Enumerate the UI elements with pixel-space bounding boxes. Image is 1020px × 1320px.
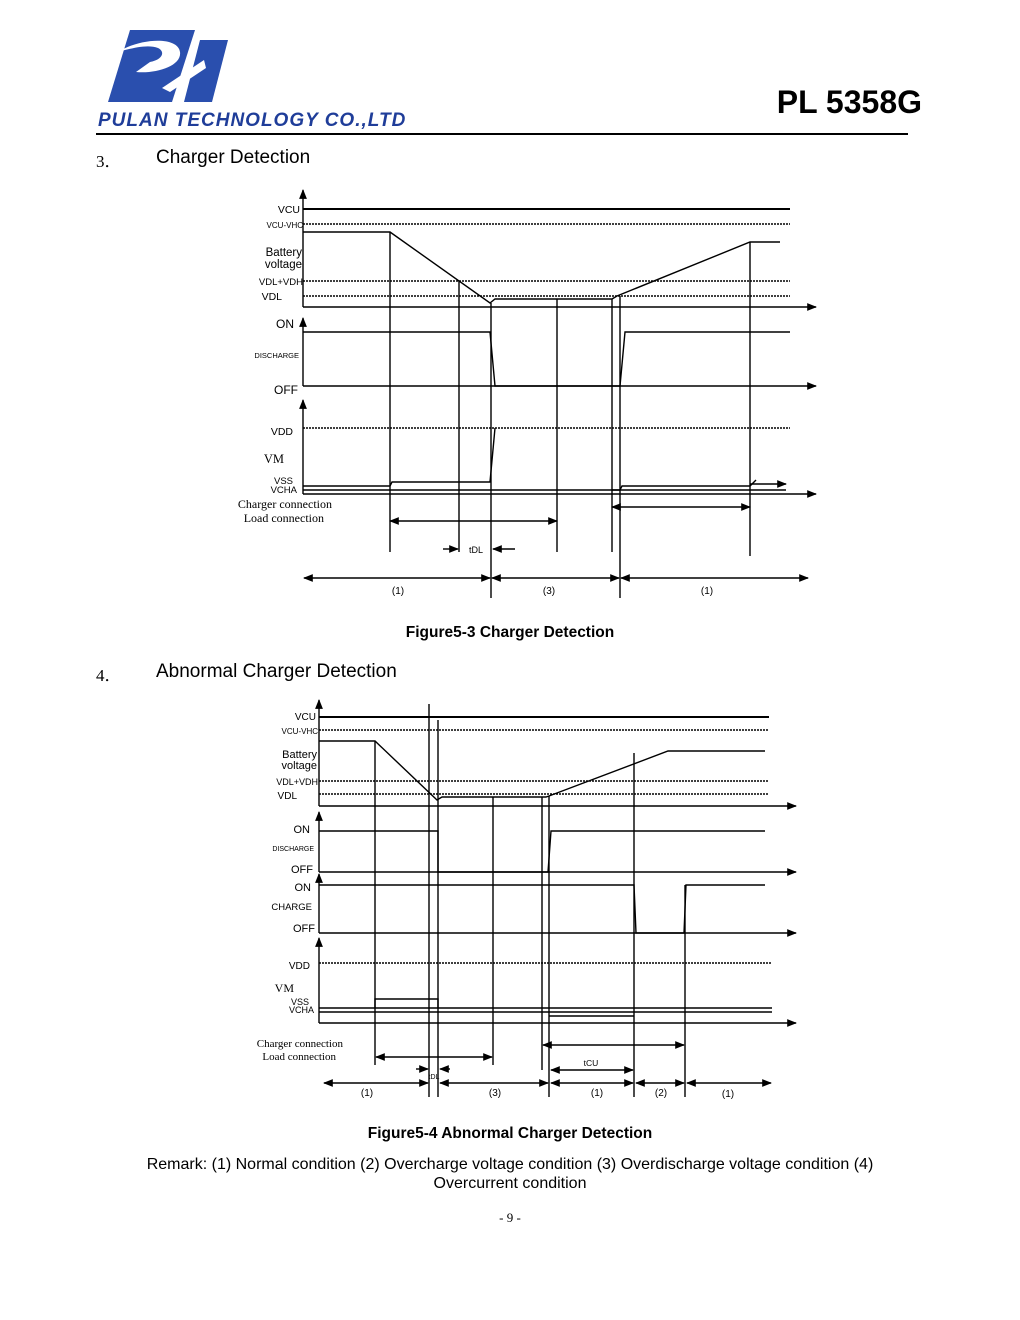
part-number: PL 5358G: [776, 84, 922, 120]
label-vdd: VDD: [288, 961, 310, 972]
region-label: (1): [391, 586, 405, 597]
section-number: 4．: [96, 666, 122, 685]
label-on: ON: [276, 317, 294, 331]
figure-5-4-diagram: [0, 696, 1020, 1106]
label-on: ON: [293, 824, 310, 836]
label-on: ON: [294, 882, 311, 894]
label-tcu: tCU: [583, 1058, 599, 1068]
label-battery: Battery: [265, 247, 302, 259]
label-vcha: VCHA: [288, 1005, 314, 1015]
company-logo: [100, 30, 230, 106]
label-load-connection: Load connection: [243, 511, 324, 525]
remark-text: Remark: (1) Normal condition (2) Overcharge voltage condition (3) Overdischarge voltage condition (4) Overcurrent condition: [146, 1156, 874, 1192]
page-number: - 9 -: [499, 1210, 521, 1225]
region-label: (2): [654, 1088, 668, 1099]
section-number: 3．: [96, 152, 122, 171]
region-label: (3): [542, 586, 556, 597]
label-vdl-vdh: VDL+VDH: [276, 777, 318, 787]
label-vcu-vhc: VCU-VHC: [281, 727, 318, 736]
label-vss: VSS: [290, 997, 309, 1007]
label-off: OFF: [291, 864, 313, 876]
label-vdl: VDL: [261, 291, 282, 303]
label-vcu: VCU: [294, 712, 316, 723]
header-rule: [96, 133, 908, 135]
label-charger-connection: Charger connection: [256, 1038, 343, 1050]
label-tdl: tDL: [468, 545, 484, 555]
region-label: (1): [590, 1088, 604, 1099]
region-label: (1): [360, 1088, 374, 1099]
section-4-heading: [96, 661, 397, 687]
label-voltage: voltage: [281, 760, 317, 772]
label-vdl: VDL: [277, 791, 297, 802]
label-vss: VSS: [273, 476, 293, 487]
label-discharge: DISCHARGE: [254, 351, 299, 360]
region-label: (1): [721, 1089, 735, 1100]
label-vm: VM: [263, 452, 284, 466]
label-vcu-vhc: VCU-VHC: [266, 221, 303, 230]
label-vm: VM: [274, 981, 294, 995]
label-voltage: voltage: [264, 259, 302, 271]
company-name: PULAN TECHNOLOGY CO.,LTD: [98, 110, 407, 131]
label-battery: Battery: [282, 749, 317, 761]
label-vcha: VCHA: [270, 485, 297, 496]
label-charge: CHARGE: [271, 902, 312, 913]
label-vdd: VDD: [270, 426, 293, 438]
section-title: Charger Detection: [156, 147, 311, 168]
region-label: (3): [488, 1088, 502, 1099]
label-tdl: tDL: [428, 1074, 440, 1081]
section-3-heading: [96, 147, 311, 173]
label-off: OFF: [293, 923, 315, 935]
figure-5-3-diagram: [0, 180, 1020, 605]
section-title: Abnormal Charger Detection: [156, 661, 397, 682]
label-discharge: DISCHARGE: [272, 846, 314, 853]
label-off: OFF: [274, 383, 298, 397]
label-load-connection: Load connection: [262, 1051, 336, 1063]
label-vcu: VCU: [277, 204, 300, 216]
figure-5-3-caption: Figure5-3 Charger Detection: [405, 624, 615, 641]
region-label: (1): [700, 586, 714, 597]
figure-5-4-caption: Figure5-4 Abnormal Charger Detection: [367, 1125, 653, 1142]
label-vdl-vdh: VDL+VDH: [258, 277, 303, 288]
label-charger-connection: Charger connection: [237, 497, 332, 511]
